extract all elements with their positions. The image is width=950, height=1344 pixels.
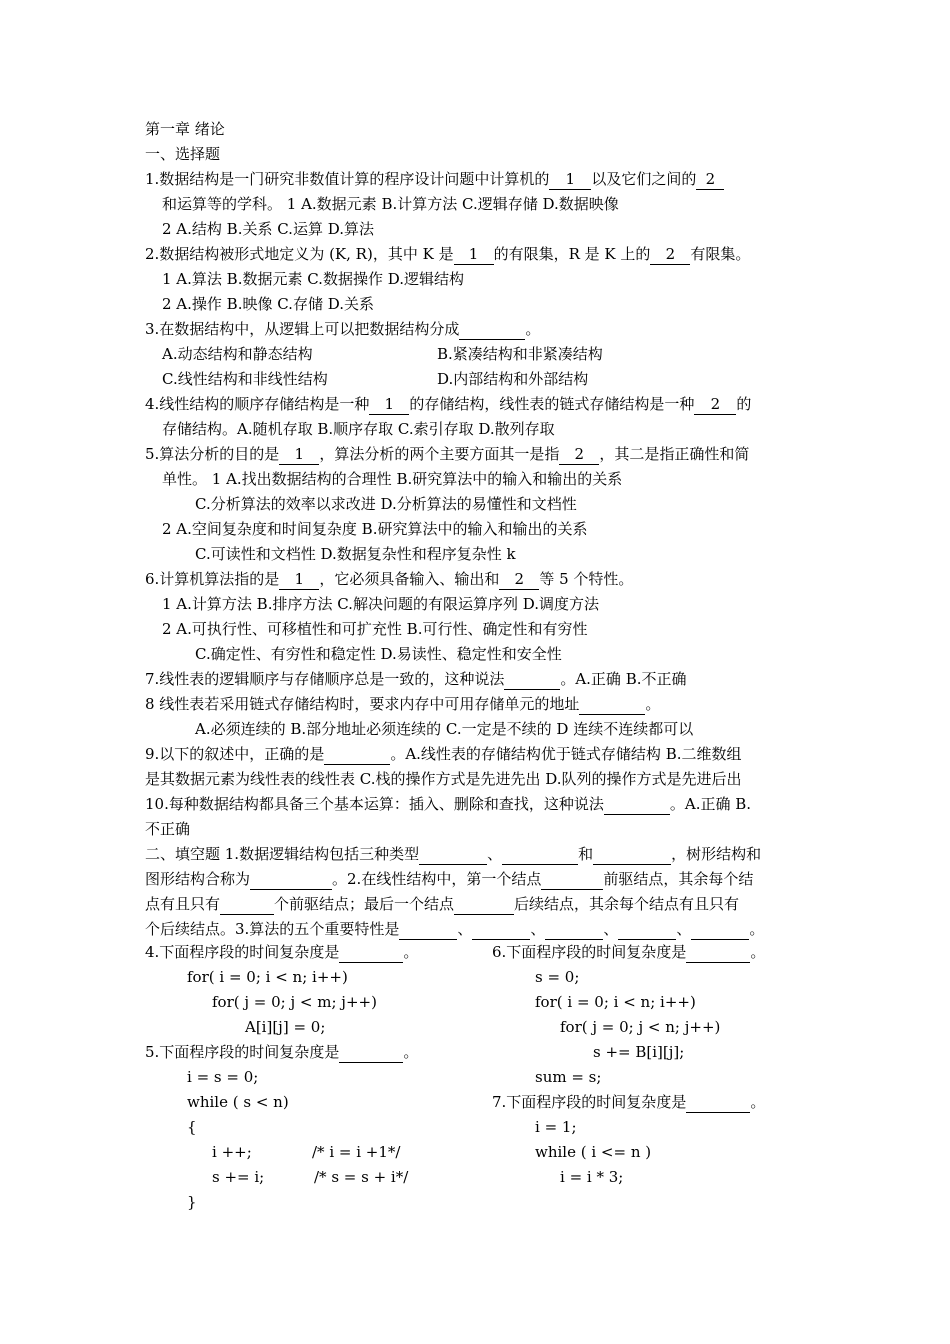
q9-line1: 9.以下的叙述中，正确的是 。A.线性表的存储结构优于链式存储结构 B.二维数组	[145, 745, 742, 763]
code-comment: /* i = i +1*/	[312, 1143, 401, 1161]
answer-blank: 1	[279, 444, 319, 465]
answer-blank: 1	[279, 569, 319, 590]
code-line: s = 0;	[535, 968, 580, 986]
code-line: sum = s;	[535, 1068, 602, 1086]
answer-blank	[339, 1042, 403, 1063]
code-comment: /* s = s + i*/	[314, 1168, 409, 1186]
answer-blank: 2	[559, 444, 599, 465]
fill-line4: 个后续结点。3.算法的五个重要特性是 、 、 、 、 。	[145, 920, 765, 938]
answer-blank	[339, 942, 403, 963]
q3-option-d: D.内部结构和外部结构	[437, 370, 589, 388]
answer-blank	[504, 669, 560, 690]
fill-q6-label: 6.下面程序段的时间复杂度是 。	[492, 943, 766, 961]
answer-blank	[250, 869, 332, 890]
answer-blank	[324, 744, 390, 765]
q3-option-c: C.线性结构和非线性结构	[162, 370, 328, 388]
answer-blank	[618, 919, 676, 940]
code-line: while ( s < n)	[187, 1093, 289, 1111]
answer-blank	[472, 919, 530, 940]
q2-line1: 2.数据结构被形式地定义为 (K, R)，其中 K 是 1 的有限集，R 是 K 上的 2 有限集。	[145, 245, 751, 263]
q5-line2: 单性。 1 A.找出数据结构的合理性 B.研究算法中的输入和输出的关系	[162, 470, 623, 488]
q4-line1: 4.线性结构的顺序存储结构是一种 1 的存储结构，线性表的链式存储结构是一种 2 的	[145, 395, 752, 413]
code-line: i = i * 3;	[560, 1168, 624, 1186]
code-line: i = 1;	[535, 1118, 577, 1136]
q3-option-b: B.紧凑结构和非紧凑结构	[437, 345, 603, 363]
q4-line2: 存储结构。A.随机存取 B.顺序存取 C.索引存取 D.散列存取	[162, 420, 555, 438]
answer-blank: 2	[499, 569, 539, 590]
answer-blank	[604, 794, 670, 815]
code-line: }	[187, 1193, 197, 1211]
q1-options: 2 A.结构 B.关系 C.运算 D.算法	[162, 220, 374, 238]
answer-blank	[399, 919, 457, 940]
section-choice-title: 一、选择题	[145, 145, 221, 163]
answer-blank: 2	[650, 244, 690, 265]
answer-blank: 2	[696, 169, 724, 190]
answer-blank: 1	[369, 394, 409, 415]
answer-blank	[579, 694, 645, 715]
q6-line3: 2 A.可执行性、可移植性和可扩充性 B.可行性、确定性和有穷性	[162, 620, 588, 638]
code-line: for( i = 0; i < n; i++)	[187, 968, 348, 986]
q5-line3: C.分析算法的效率以求改进 D.分析算法的易懂性和文档性	[195, 495, 577, 513]
q6-line1: 6.计算机算法指的是 1 ，它必须具备输入、输出和 2 等 5 个特性。	[145, 570, 634, 588]
code-line: for( j = 0; j < m; j++)	[212, 993, 377, 1011]
answer-blank	[541, 869, 603, 890]
q8-options: A.必须连续的 B.部分地址必须连续的 C.一定是不续的 D 连续不连续都可以	[195, 720, 694, 738]
q1-line1: 1.数据结构是一门研究非数值计算的程序设计问题中计算机的 1 以及它们之间的 2	[145, 169, 724, 190]
q2-options-1: 1 A.算法 B.数据元素 C.数据操作 D.逻辑结构	[162, 270, 464, 288]
chapter-title: 第一章 绪论	[145, 120, 225, 138]
answer-blank	[691, 919, 749, 940]
answer-blank	[220, 894, 274, 915]
fill-q4-label: 4.下面程序段的时间复杂度是 。	[145, 943, 419, 961]
q1-line2: 和运算等的学科。 1 A.数据元素 B.计算方法 C.逻辑存储 D.数据映像	[162, 195, 619, 213]
answer-blank	[459, 319, 525, 340]
answer-blank	[454, 894, 514, 915]
answer-blank: 2	[694, 394, 736, 415]
fill-q5-label: 5.下面程序段的时间复杂度是 。	[145, 1043, 419, 1061]
q7-line: 7.线性表的逻辑顺序与存储顺序总是一致的，这种说法 。A.正确 B.不正确	[145, 670, 687, 688]
fill-line3: 点有且只有 个前驱结点；最后一个结点 后续结点，其余每个结点有且只有	[145, 895, 740, 913]
fill-q7-label: 7.下面程序段的时间复杂度是 。	[492, 1093, 766, 1111]
code-line: i = s = 0;	[187, 1068, 259, 1086]
answer-blank: 1	[549, 169, 591, 190]
q3-option-a: A.动态结构和静态结构	[162, 345, 313, 363]
q5-line1: 5.算法分析的目的是 1 ，算法分析的两个主要方面其一是指 2 ，其二是指正确性和简	[145, 445, 750, 463]
q10-line1: 10.每种数据结构都具备三个基本运算：插入、删除和查找，这种说法 。A.正确 B.	[145, 795, 752, 813]
q8-line: 8 线性表若采用链式存储结构时，要求内存中可用存储单元的地址 。	[145, 695, 661, 713]
code-line: {	[187, 1118, 197, 1136]
q5-line5: C.可读性和文档性 D.数据复杂性和程序复杂性 k	[195, 545, 516, 563]
answer-blank	[686, 1092, 750, 1113]
q5-line4: 2 A.空间复杂度和时间复杂度 B.研究算法中的输入和输出的关系	[162, 520, 588, 538]
code-line: for( j = 0; j < n; j++)	[560, 1018, 721, 1036]
q2-options-2: 2 A.操作 B.映像 C.存储 D.关系	[162, 295, 374, 313]
q9-line2: 是其数据元素为线性表的线性表 C.栈的操作方式是先进先出 D.队列的操作方式是先进后出	[145, 770, 742, 788]
q6-line4: C.确定性、有穷性和稳定性 D.易读性、稳定性和安全性	[195, 645, 562, 663]
code-line: i ++;	[212, 1143, 252, 1161]
code-line: s += i;	[212, 1168, 265, 1186]
fill-line1: 二、填空题 1.数据逻辑结构包括三种类型 、 和 ，树形结构和	[145, 845, 762, 863]
answer-blank	[545, 919, 603, 940]
code-line: s += B[i][j];	[593, 1043, 685, 1061]
q6-line2: 1 A.计算方法 B.排序方法 C.解决问题的有限运算序列 D.调度方法	[162, 595, 599, 613]
code-line: for( i = 0; i < n; i++)	[535, 993, 696, 1011]
code-line: A[i][j] = 0;	[245, 1018, 326, 1036]
code-line: while ( i <= n )	[535, 1143, 652, 1161]
answer-blank	[686, 942, 750, 963]
answer-blank: 1	[454, 244, 494, 265]
fill-line2: 图形结构合称为 。2.在线性结构中，第一个结点 前驱结点，其余每个结	[145, 870, 754, 888]
answer-blank	[502, 844, 578, 865]
q10-line2: 不正确	[145, 820, 191, 838]
answer-blank	[419, 844, 487, 865]
q3-line1: 3.在数据结构中，从逻辑上可以把数据结构分成 。	[145, 320, 541, 338]
answer-blank	[593, 844, 671, 865]
